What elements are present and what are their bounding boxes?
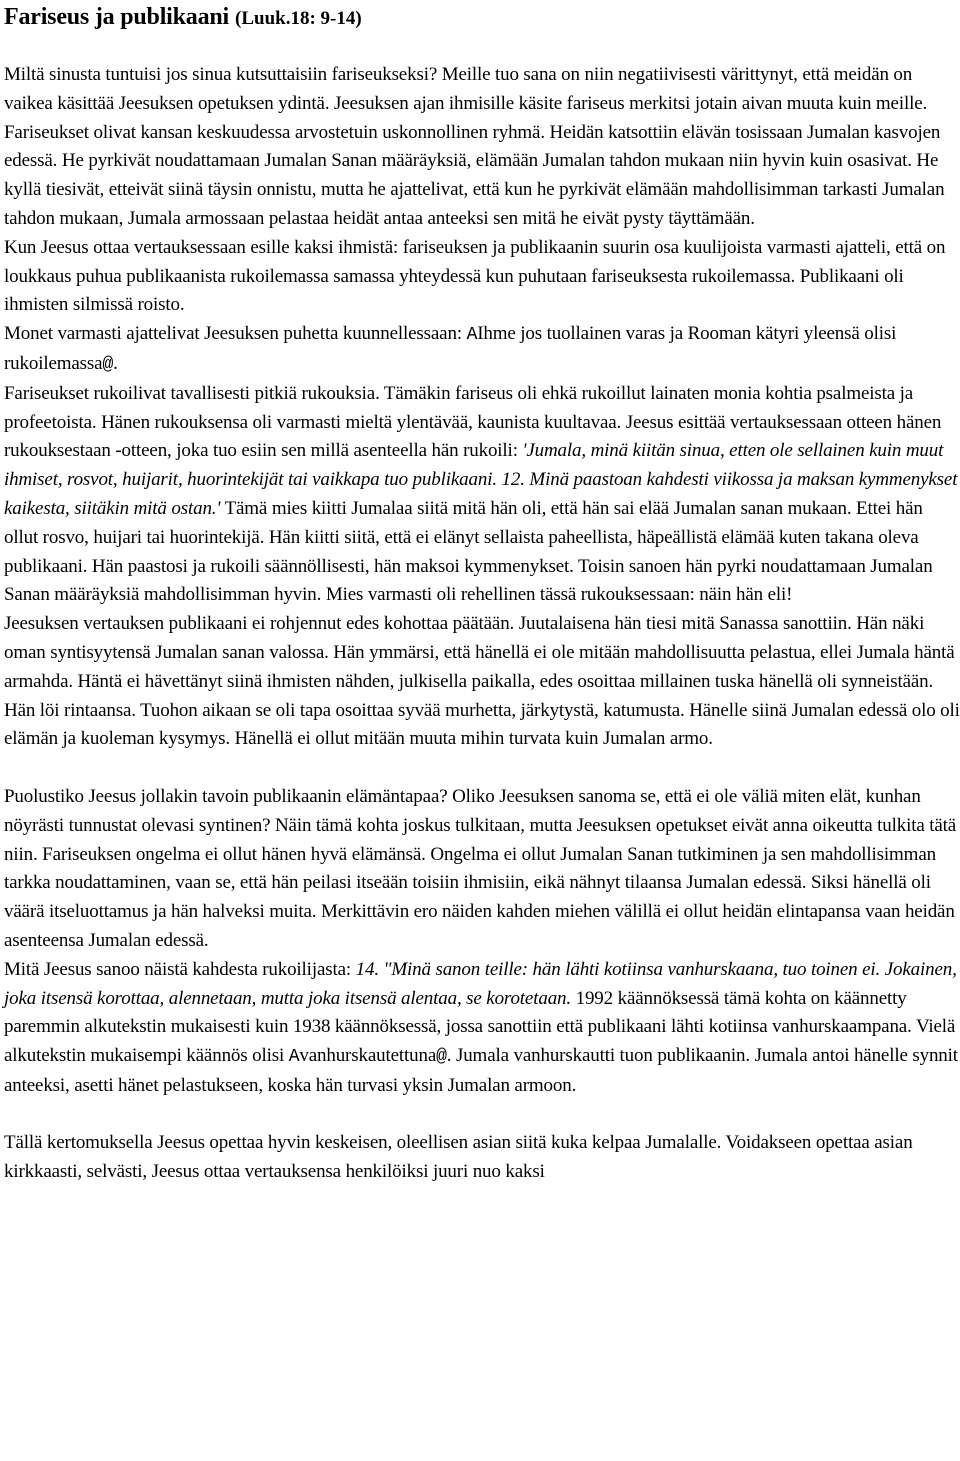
- paragraph-2: Kun Jeesus ottaa vertauksessaan esille kaksi ihmistä: fariseuksen ja publikaanin suurin osa kuulijoista varmasti ajatteli, että on loukkaus puhua publikaanista rukoilemassa samassa yhteydessä kun puhutaan fariseuksesta rukoilemassa. Publikaani oli ihmisten silmissä roisto.: [4, 236, 946, 316]
- title-text: Fariseus ja publikaani: [4, 4, 229, 30]
- verse-14-quote: 14. "Minä sanon teille: hän lähti kotiinsa vanhurskaana, tuo toinen ei. Jokainen, joka itsensä korottaa, alennetaan, mutta joka itsensä alentaa, se korotetaan.: [4, 958, 957, 1009]
- document-title: [4, 0, 960, 34]
- pharisee-prayer-quote: 'Jumala, minä kiitän sinua, etten ole sellainen kuin muut ihmiset, rosvot, huijarit, huorintekijät tai vaikkapa tuo publikaani. 12. Minä paastoan kahdesti viikossa ja maksan kymmenykset kaikesta, siitäkin mitä ostan.': [4, 440, 958, 519]
- scripture-reference: (Luuk.18: 9-14): [235, 8, 362, 29]
- paragraph-7-continuation: 1992 käännöksessä tämä kohta on käännetty paremmin alkutekstin mukaisesti kuin 1938 käännöksessä, jossa sanottiin että publikaani lähti kotiinsa vanhurskaampana. Vielä alkutekstin mukaisempi käännös olisi: [4, 987, 956, 1067]
- paragraph-3-text: Monet varmasti ajattelivat Jeesuksen puhetta kuunnellessaan:: [4, 323, 467, 345]
- paragraph-3: [4, 320, 960, 380]
- quote-close-glyph: @: [102, 354, 114, 375]
- quote-open-glyph: A: [466, 325, 478, 346]
- paragraph-7: [4, 956, 960, 1101]
- paragraph-3-quote: Ihme jos tuollainen varas ja Rooman kätyri yleensä olisi rukoilemassa: [4, 323, 897, 374]
- document-body: [4, 61, 960, 1187]
- paragraph-8: Tällä kertomuksella Jeesus opettaa hyvin keskeisen, oleellisen asian siitä kuka kelpaa Jumalalle. Voidakseen opettaa asian kirkkaasti, selvästi, Jeesus ottaa vertauksensa henkilöiksi juuri nuo kaksi: [4, 1132, 913, 1183]
- quote-open-glyph: A: [288, 1047, 300, 1068]
- paragraph-6: Puolustiko Jeesus jollakin tavoin publikaanin elämäntapaa? Oliko Jeesuksen sanoma se, että ei ole väliä miten elät, kunhan nöyrästi tunnustat olevasi syntinen? Näin tämä kohta joskus tulkitaan, mutta Jeesuksen opetukset eivät anna oikeutta tulkita tätä niin. Fariseuksen ongelma ei ollut hänen hyvä elämänsä. Ongelma ei ollut Jumalan Sanan tutkiminen ja sen mahdollisimman tarkka noudattaminen, vaan se, että hän peilasi itseään toisiin ihmisiin, eikä nähnyt tilaansa Jumalan edessä. Siksi hänellä oli väärä itseluottamus ja hän halveksi muita. Merkittävin ero näiden kahden miehen välillä ei ollut heidän elintapansa vaan heidän asenteensa Jumalan edessä.: [4, 785, 957, 951]
- paragraph-4-continuation: Tämä mies kiitti Jumalaa siitä mitä hän oli, että hän sai elää Jumalan sanan mukaan. Ettei hän ollut rosvo, huijari tai huorintekijä. Hän kiitti siitä, että ei elänyt sellaista paheellista, häpeällistä elämää kuten takana oleva publikaani. Hän paastosi ja rukoili säännöllisesti, hän maksoi kymmenykset. Toisin sanoen hän pyrki noudattamaan Jumalan Sanan määräyksiä mahdollisimman hyvin. Mies varmasti oli rehellinen tässä rukouksessaan: näin hän eli!: [4, 497, 933, 606]
- paragraph-1: Miltä sinusta tuntuisi jos sinua kutsuttaisiin fariseukseksi? Meille tuo sana on niin negatiivisesti värittynyt, että meidän on vaikea käsittää Jeesuksen opetuksen ydintä. Jeesuksen ajan ihmisille käsite fariseus merkitsi jotain aivan muuta kuin meille. Fariseukset olivat kansan keskuudessa arvostetuin uskonnollinen ryhmä. Heidän katsottiin elävän tosissaan Jumalan kasvojen edessä. He pyrkivät noudattamaan Jumalan Sanan määräyksiä, elämään Jumalan tahdon mukaan niin hyvin kuin osasivat. He kyllä tiesivät, etteivät siinä täysin onnistu, mutta he ajattelivat, että kun he pyrkivät elämään mahdollisimman tarkasti Jumalan tahdon mukaan, Jumala armossaan pelastaa heidät antaa anteeksi sen mitä he eivät pysty täyttämään.: [4, 64, 945, 229]
- paragraph-7-end: . Jumala vanhurskautti tuon publikaanin. Jumala antoi hänelle synnit anteeksi, asetti hänet pelastukseen, koska hän turvasi yksin Jumalan armoon.: [4, 1045, 958, 1096]
- paragraph-4: [4, 380, 960, 610]
- paragraph-4-text: Fariseukset rukoilivat tavallisesti pitkiä rukouksia. Tämäkin fariseus oli ehkä rukoillut lainaten monia kohtia psalmeista ja profeetoista. Hänen rukouksensa oli varmasti mieltä ylentävää, kaunista kuultavaa. Jeesus esittää vertauksessaan otteen hänen rukouksestaan -otteen, joka tuo esiin sen millä asenteella hän rukoili:: [4, 382, 942, 462]
- paragraph-5: Jeesuksen vertauksen publikaani ei rohjennut edes kohottaa päätään. Juutalaisena hän tiesi mitä Sanassa sanottiin. Hän näki oman syntisyytensä Jumalan sanan valossa. Hän ymmärsi, että hänellä ei ole mitään mahdollisuutta pelastua, ellei Jumala häntä armahda. Häntä ei hävettänyt siinä ihmisten nähden, julkisella paikalla, edes osoittaa millainen tuska hänellä oli synneistään. Hän löi rintaansa. Tuohon aikaan se oli tapa osoittaa syvää murhetta, järkytystä, katumusta. Hänelle siinä Jumalan edessä olo oli elämän ja kuoleman kysymys. Hänellä ei ollut mitään muuta mihin turvata kuin Jumalan armo.: [4, 613, 960, 750]
- paragraph-3-end: .: [113, 352, 118, 374]
- paragraph-7-text: Mitä Jeesus sanoo näistä kahdesta rukoilijasta:: [4, 958, 356, 980]
- paragraph-7-term: vanhurskautettuna: [299, 1045, 437, 1067]
- quote-close-glyph: @: [436, 1047, 447, 1068]
